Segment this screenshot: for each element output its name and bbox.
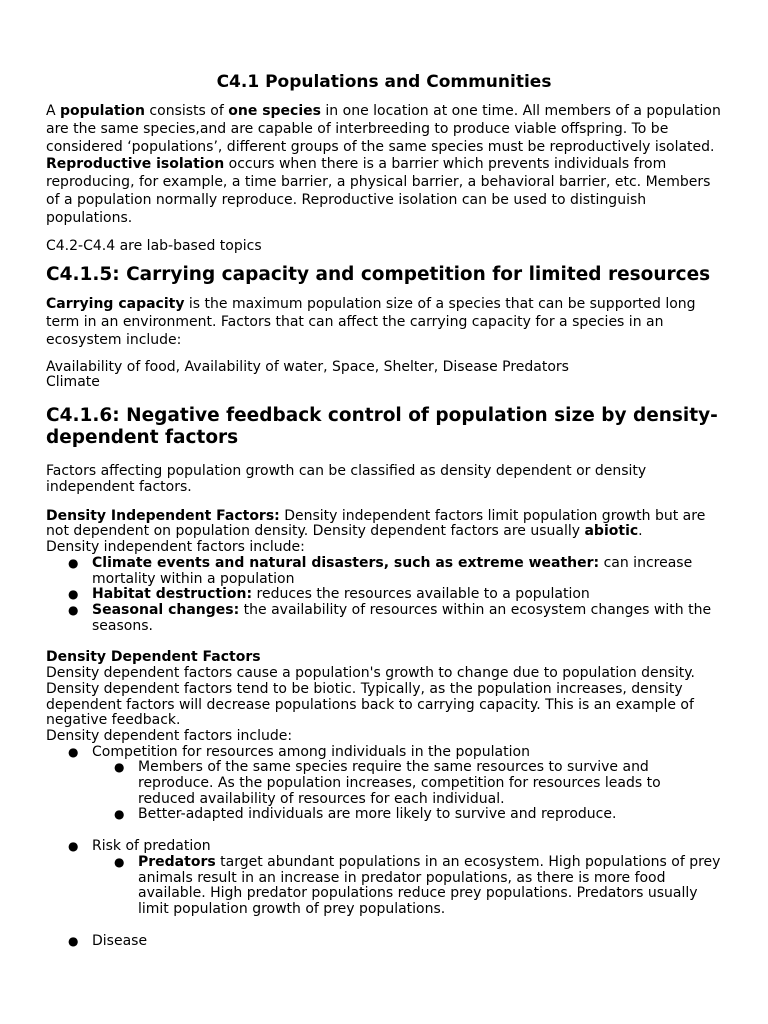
text-run: in one location at one time. All members of a population are the same species,and are capable of interbreeding to produce viable offspring. To be considered ‘populations’, different groups of the same species must be reproductively isolated. [46,103,721,155]
section-heading-c415: C4.1.5: Carrying capacity and competition for limited resources [46,264,711,286]
density-dependent-paragraph [46,650,722,744]
text-run: is the maximum population size of a species that can be supported long term in an environment. Factors that can affect the carrying capacity for a species in an ecosystem include: [46,296,696,348]
density-independent-label: Density Independent Factors: [46,507,280,524]
sub-list-item [92,855,722,918]
density-independent-list [46,556,722,635]
term-carrying-capacity: Carrying capacity [46,296,185,313]
list-item-disease [46,934,722,950]
bullet-icon: ● [68,744,79,759]
item-text: can increase mortality within a population [92,554,693,587]
term-abiotic: abiotic [584,523,639,540]
sub-list-item [92,807,722,823]
term-predators: Predators [138,853,216,870]
density-dependent-list [46,745,722,950]
bullet-icon: ● [114,807,125,822]
list-item [46,603,722,634]
bullet-icon: ● [68,555,79,570]
bullet-icon: ● [114,760,125,775]
item-text: reduces the resources available to a population [252,586,590,603]
factors-line: Climate [46,374,100,391]
item-text: target abundant populations in an ecosystem. High populations of prey animals result in an increase in predator populations, as there is more food available. High predator populations reduce prey populations. Predators usually limit population growth of prey populations. [138,853,721,917]
density-dependent-label: Density Dependent Factors [46,649,261,666]
factors-line: Availability of food, Availability of water, Space, Shelter, Disease Predators [46,358,569,375]
term-one-species: one species [228,103,321,119]
factors-intro-paragraph: Factors affecting population growth can be classified as density dependent or density independent factors. [46,462,647,495]
density-independent-paragraph [46,509,722,556]
factors-list-text [46,360,722,391]
text-run: consists of [144,103,229,119]
list-item [46,587,722,603]
text-run: Density dependent factors include: [46,727,293,744]
text-run: occurs when there is a barrier which prevents individuals from reproducing, for example, a time barrier, a physical barrier, a behavioral barrier, etc. Members of a population normally reproduce. Reproductive isolation can be used to distinguish populations. [46,156,711,226]
sub-list-item [92,760,722,807]
text-run: Density dependent factors cause a population's growth to change due to population density. Density dependent factors tend to be biotic. Typically, as the population increases, density dependent factors will decrease populations back to carrying capacity. This is an example of negative feedback. [46,665,695,729]
item-label: Habitat destruction: [92,586,253,603]
page-title: C4.1 Populations and Communities [216,72,552,92]
competition-sublist [92,760,722,823]
lab-note: C4.2-C4.4 are lab-based topics [46,237,262,254]
carrying-capacity-paragraph [46,296,722,349]
bullet-icon: ● [114,854,125,869]
bullet-icon: ● [68,839,79,854]
bullet-icon: ● [68,587,79,602]
intro-paragraph [46,103,722,228]
bullet-icon: ● [68,602,79,617]
list-item-predation [46,839,722,918]
item-label: Seasonal changes: [92,601,240,618]
text-run: Density independent factors include: [46,539,305,556]
term-population: population [60,103,145,119]
item-label: Climate events and natural disasters, such as extreme weather: [92,554,600,571]
term-reproductive-isolation: Reproductive isolation [46,156,225,173]
section-heading-c416: C4.1.6: Negative feedback control of population size by density-dependent factors [46,404,718,448]
item-text: Risk of predation [92,838,211,855]
text-run: Density independent factors limit population growth but are not dependent on population density. Density dependent factors are usually [46,507,706,540]
item-text: Better-adapted individuals are more likely to survive and reproduce. [138,806,617,823]
predation-sublist [92,855,722,918]
bullet-icon: ● [68,933,79,948]
item-text: Members of the same species require the same resources to survive and reproduce. As the population increases, competition for resources leads to reduced availability of resources for each individual. [138,759,661,807]
item-text: Competition for resources among individuals in the population [92,743,530,760]
list-item [46,556,722,587]
item-text: the availability of resources within an ecosystem changes with the seasons. [92,601,712,634]
text-run: . [638,523,643,540]
text-run: A [46,103,61,119]
list-item-competition [46,745,722,824]
item-text: Disease [92,932,148,949]
